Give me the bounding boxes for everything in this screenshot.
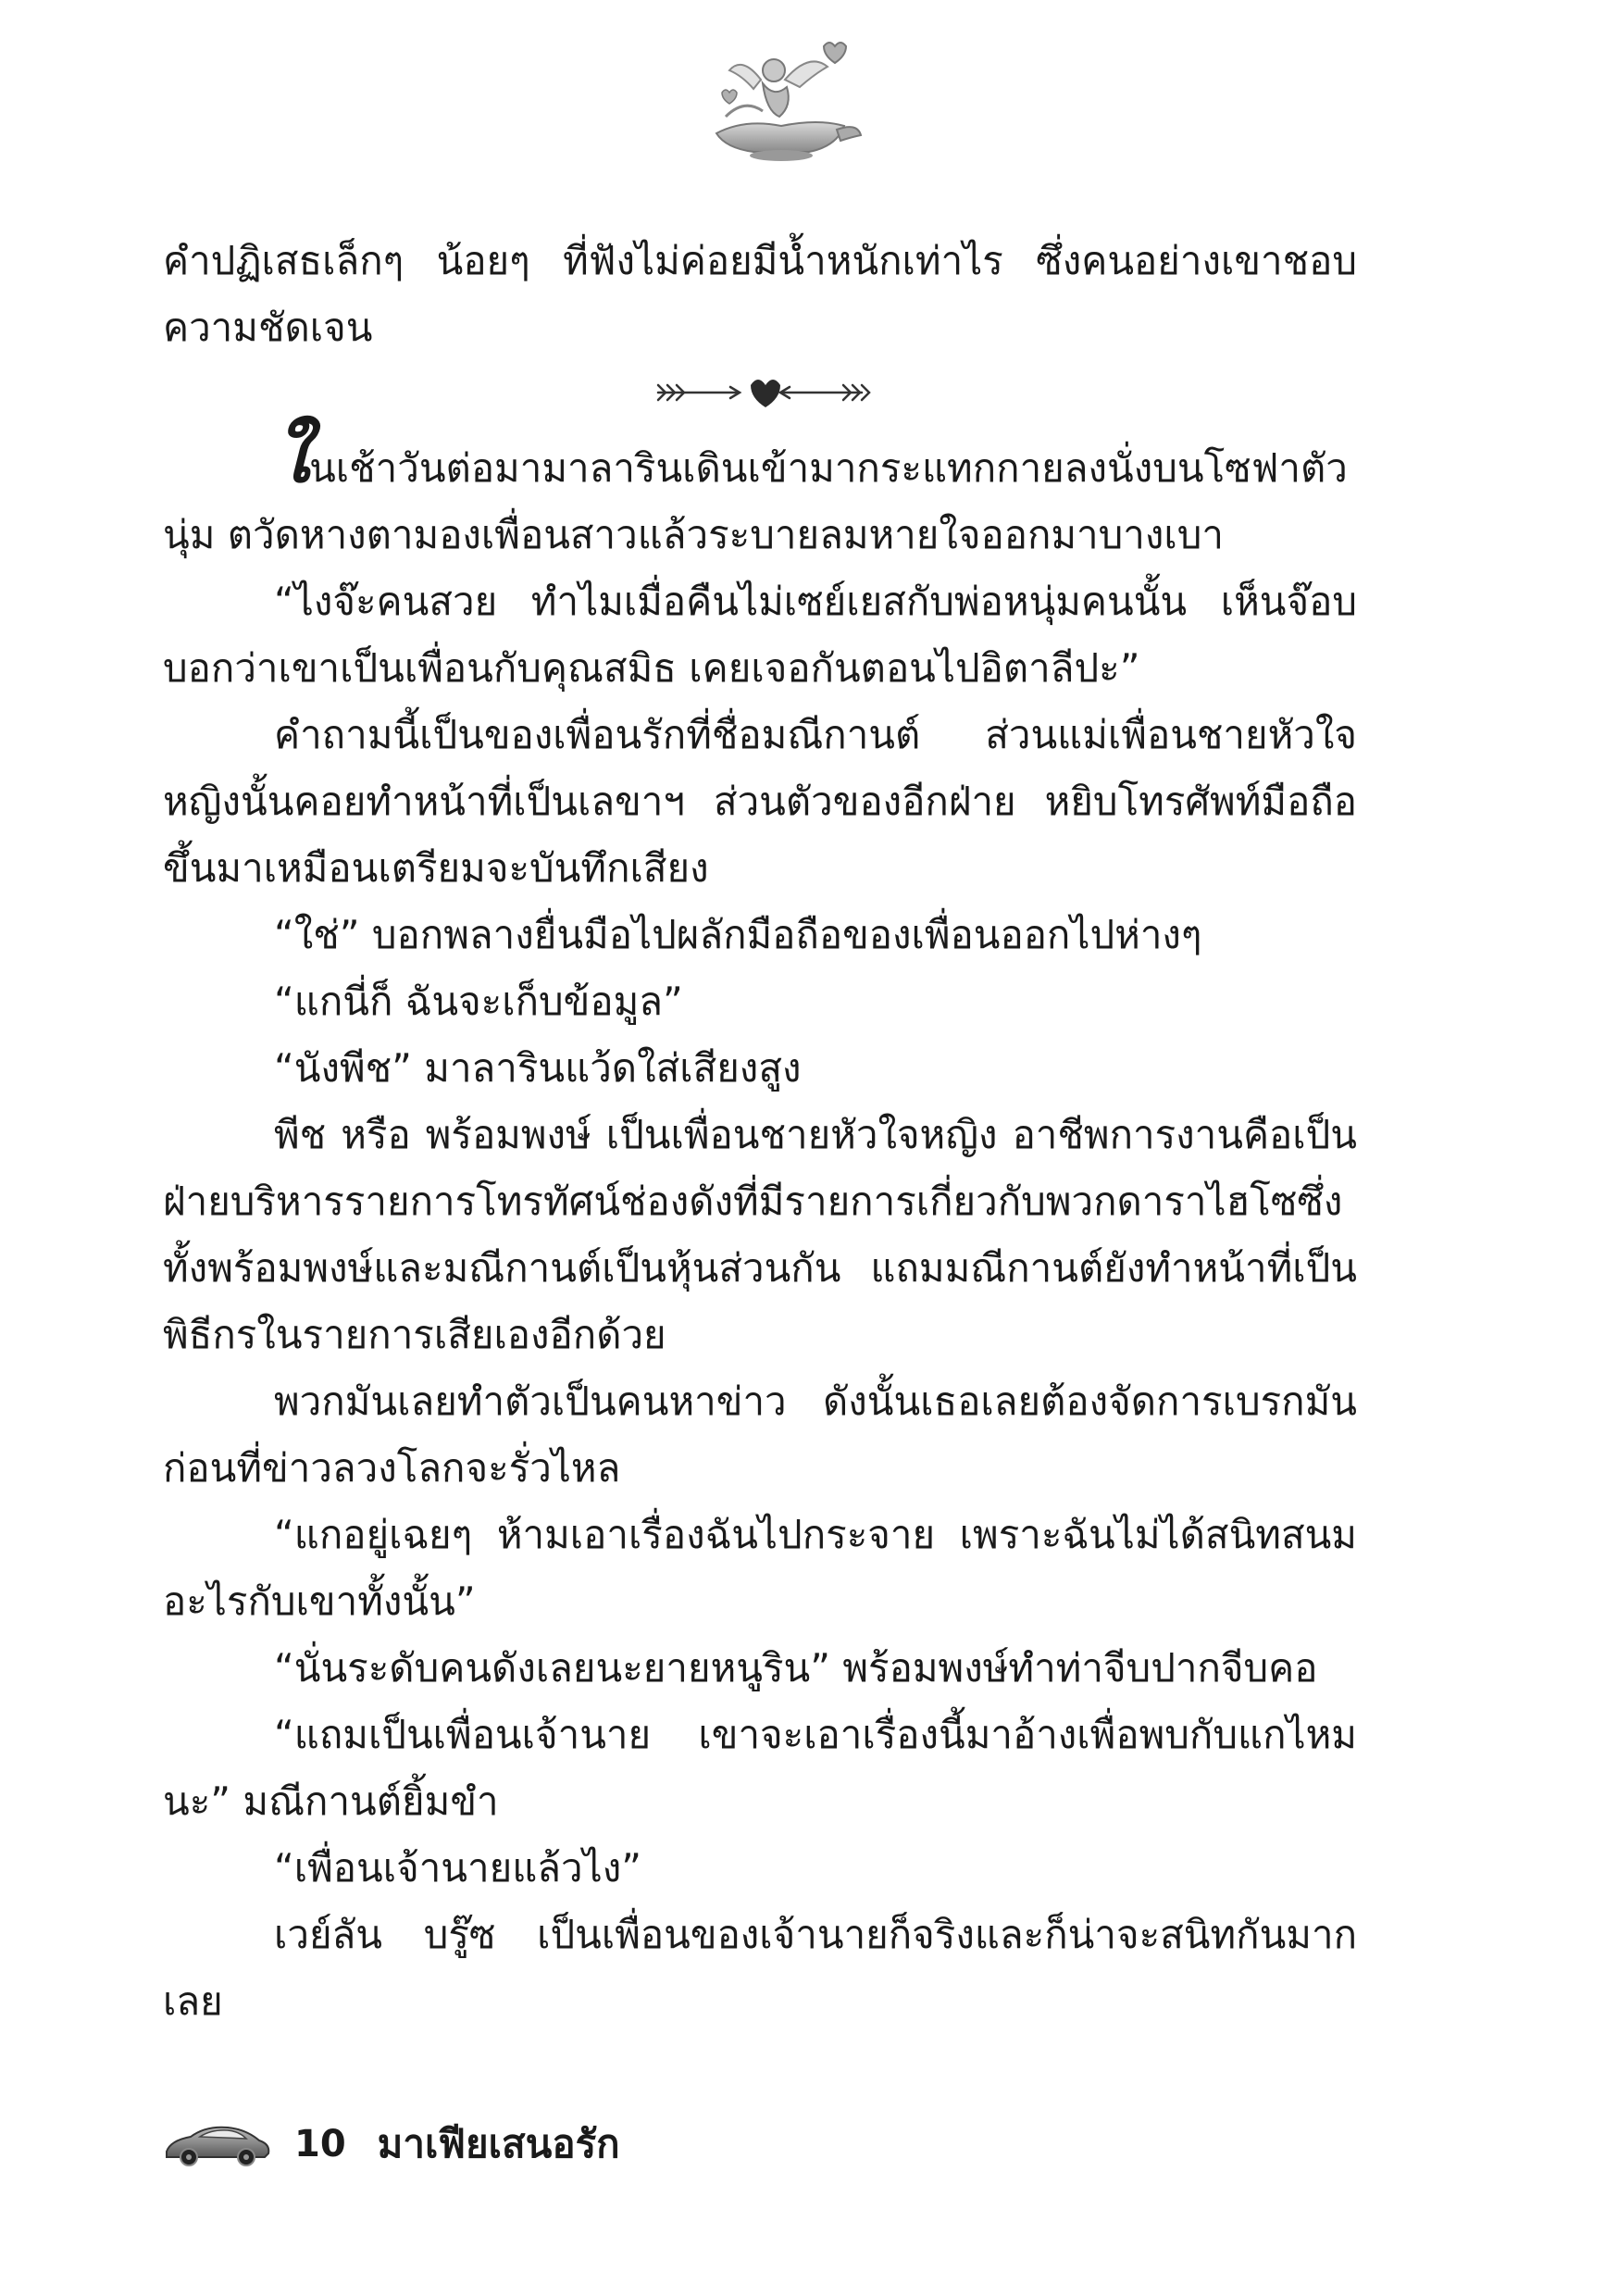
paragraph: พวกมันเลยทำตัวเป็นคนหาข่าว ดังนั้นเธอเลยต้องจัดการเบรกมันก่อนที่ข่าวลวงโลกจะรั่วไหล: [163, 1379, 1357, 1491]
paragraph: “ใช่” บอกพลางยื่นมือไปผลักมือถือของเพื่อนออกไปห่างๆ: [274, 912, 1202, 957]
paragraph: คำปฏิเสธเล็กๆ น้อยๆ ที่ฟังไม่ค่อยมีน้ำหนักเท่าไร ซึ่งคนอย่างเขาชอบความชัดเจน: [163, 238, 1357, 350]
paragraph: “แถมเป็นเพื่อนเจ้านาย เขาจะเอาเรื่องนี้มาอ้างเพื่อพบกับแกไหมนะ” มณีกานต์ยิ้มขำ: [163, 1712, 1357, 1824]
paragraph: พีช หรือ พร้อมพงษ์ เป็นเพื่อนชายหัวใจหญิง อาชีพการงานคือเป็นฝ่ายบริหารรายการโทรทัศน์ช่องดังที่มีรายการเกี่ยวกับพวกดาราไฮโซซึ่งทั้งพร้อมพงษ์และมณีกานต์เป็นหุ้นส่วนกัน แถมมณีกานต์ยังทำหน้าที่เป็นพิธีกรในรายการเสียเองอีกด้วย: [163, 1112, 1357, 1357]
paragraph: “ไงจ๊ะคนสวย ทำไมเมื่อคืนไม่เซย์เยสกับพ่อหนุ่มคนนั้น เห็นจ๊อบบอกว่าเขาเป็นเพื่อนกับคุณสมิธ เคยเจอกันตอนไปอิตาลีปะ”: [163, 579, 1357, 691]
paragraph: คำถามนี้เป็นของเพื่อนรักที่ชื่อมณีกานต์ ส่วนแม่เพื่อนชายหัวใจหญิงนั้นคอยทำหน้าที่เป็นเลขาฯ ส่วนตัวของอีกฝ่าย หยิบโทรศัพท์มือถือขึ้นมาเหมือนเตรียมจะบันทึกเสียง: [163, 712, 1357, 891]
paragraph: เวย์ลัน บรู๊ซ เป็นเพื่อนของเจ้านายก็จริงและก็น่าจะสนิทกันมากเลย: [163, 1912, 1357, 2024]
paragraph: “เพื่อนเจ้านายแล้วไง”: [274, 1845, 641, 1890]
body-text: [163, 228, 1357, 2035]
sports-car-icon: [163, 2116, 272, 2172]
page-footer: [163, 2107, 620, 2181]
cupid-teapot-icon: [689, 33, 865, 172]
page-number: 10: [294, 2123, 346, 2165]
drop-cap: ใ: [274, 415, 310, 499]
paragraph: “นังพีช” มาลารินแว้ดใส่เสียงสูง: [274, 1045, 802, 1091]
book-title: มาเฟียเสนอรัก: [377, 2121, 620, 2166]
paragraph: [163, 415, 1357, 568]
paragraph-text: นเช้าวันต่อมามาลารินเดินเข้ามากระแทกกายลงนั่งบนโซฟาตัวนุ่ม ตวัดหางตามองเพื่อนสาวแล้วระบายลมหายใจออกมาบางเบา: [163, 445, 1348, 557]
arrow-heart-divider-icon: [603, 365, 917, 420]
paragraph: “แกอยู่เฉยๆ ห้ามเอาเรื่องฉันไปกระจาย เพราะฉันไม่ได้สนิทสนมอะไรกับเขาทั้งนั้น”: [163, 1512, 1357, 1624]
paragraph: “นั่นระดับคนดังเลยนะยายหนูริน” พร้อมพงษ์ทำท่าจีบปากจีบคอ: [274, 1645, 1318, 1691]
paragraph: “แกนี่ก็ ฉันจะเก็บข้อมูล”: [274, 979, 683, 1024]
